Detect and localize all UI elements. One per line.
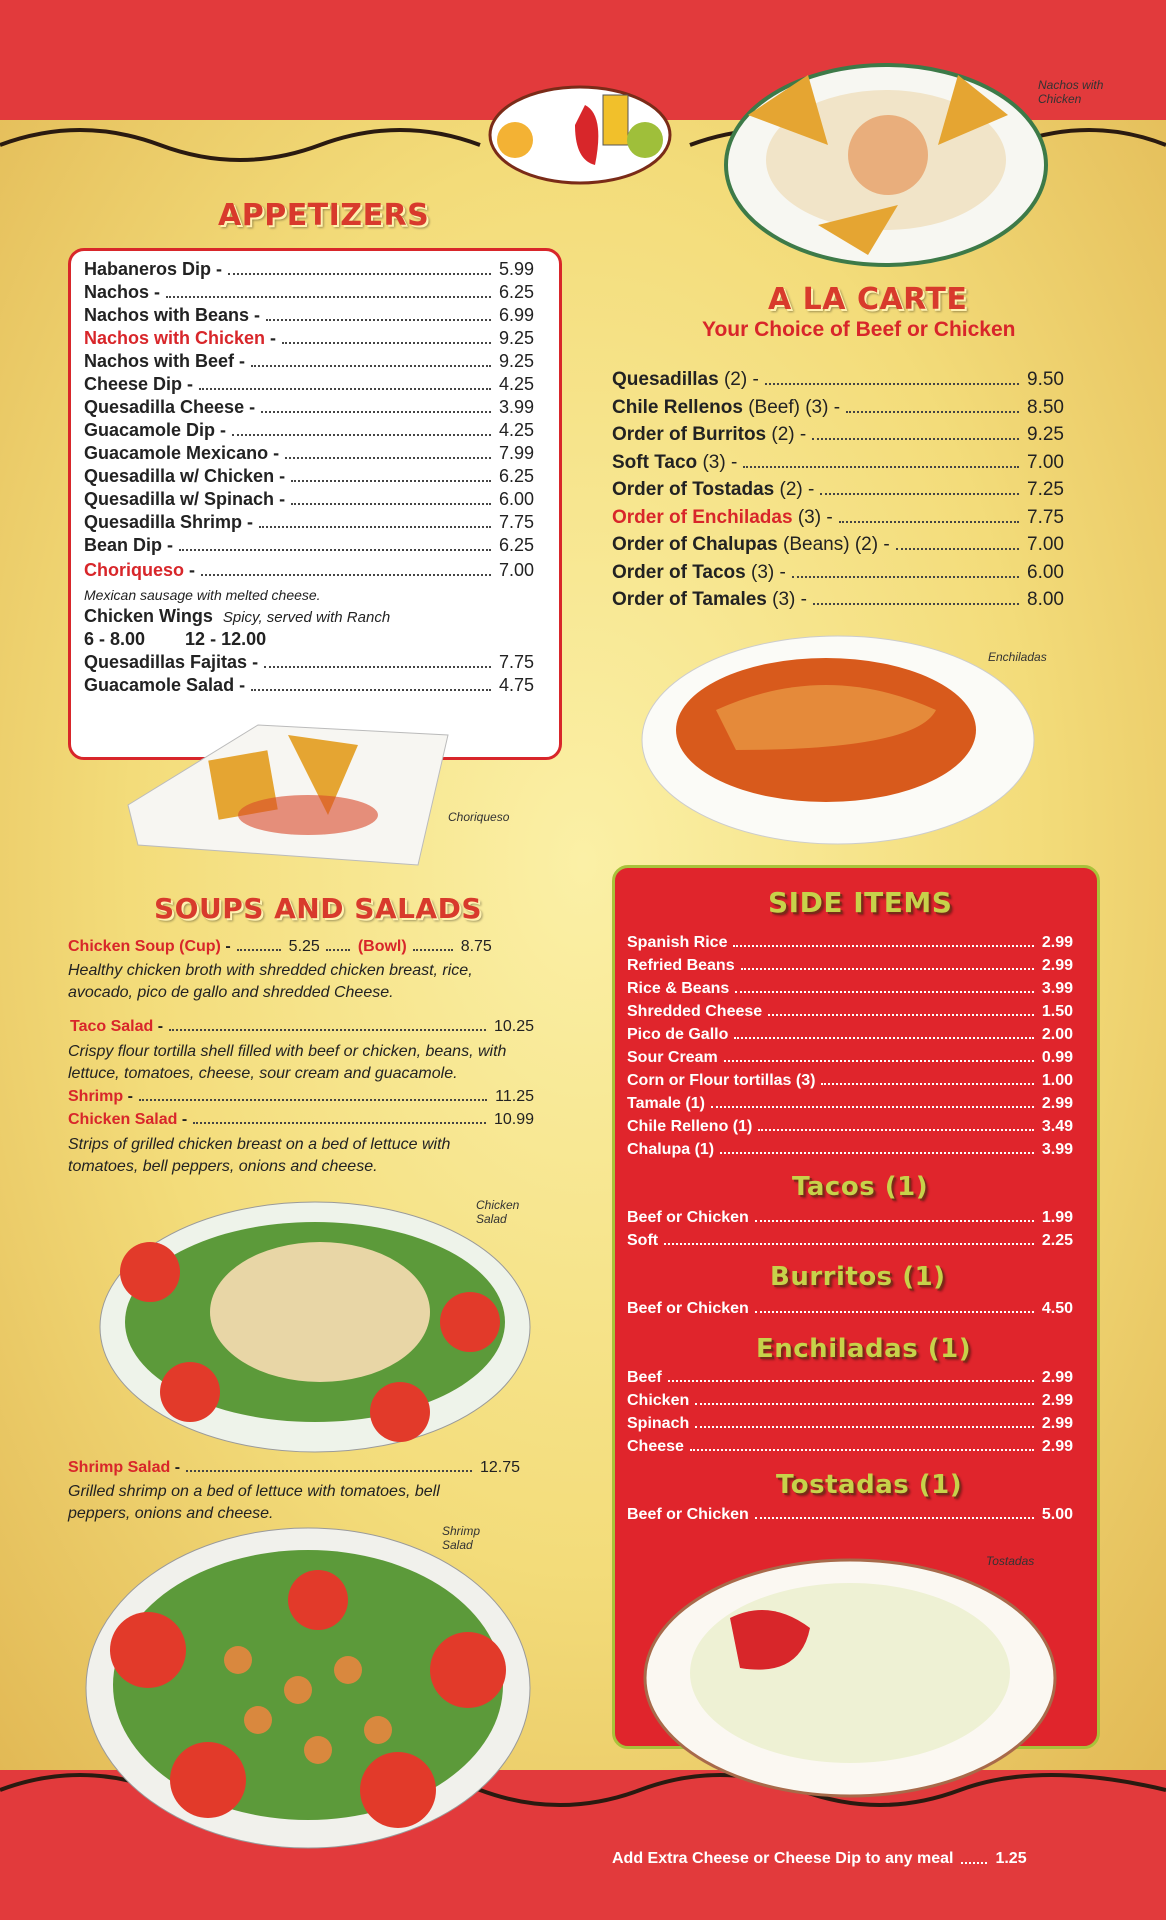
menu-item: Quesadillas (2) - 9.50 [612, 369, 1064, 390]
menu-item: Guacamole Dip - 4.25 [84, 420, 534, 440]
menu-item: Habaneros Dip - 5.99 [84, 259, 534, 279]
nachos-photo [718, 55, 1054, 270]
appetizers-heading: APPETIZERS [218, 198, 430, 233]
menu-item: Quesadillas Fajitas - 7.75 [84, 652, 534, 672]
menu-item: Choriqueso - 7.00 [84, 560, 534, 580]
menu-item: Sour Cream 0.99 [627, 1049, 1073, 1066]
caption-chicken-salad: Chicken Salad [476, 1198, 520, 1226]
menu-item: Spanish Rice 2.99 [627, 934, 1073, 951]
burritos-heading: Burritos (1) [770, 1262, 946, 1292]
menu-item: Bean Dip - 6.25 [84, 535, 534, 555]
menu-item: Chile Relleno (1) 3.49 [627, 1118, 1073, 1135]
soups-heading: SOUPS AND SALADS [154, 892, 482, 925]
tostadas-photo [640, 1548, 1060, 1798]
menu-item: Order of Tacos (3) - 6.00 [612, 562, 1064, 583]
menu-item: Chicken Salad - 10.99 [68, 1111, 534, 1128]
menu-item: Quesadilla w/ Spinach - 6.00 [84, 489, 534, 509]
choriqueso-photo [118, 705, 458, 875]
chicken-soup-desc: Healthy chicken broth with shredded chicken breast, rice, avocado, pico de gallo and shredded Cheese. [68, 962, 473, 1001]
menu-item: Guacamole Salad - 4.75 [84, 675, 534, 695]
menu-item: Shredded Cheese 1.50 [627, 1003, 1073, 1020]
menu-item: Shrimp - 11.25 [68, 1088, 534, 1105]
shrimp-salad-photo [78, 1520, 538, 1855]
caption-shrimp-salad: Shrimp Salad [442, 1524, 481, 1552]
wings-prices: 6 - 8.00 12 - 12.00 [84, 629, 267, 649]
menu-item: Pico de Gallo 2.00 [627, 1026, 1073, 1043]
alacarte-heading: A LA CARTE [768, 282, 968, 317]
chicken-soup-item: Chicken Soup (Cup) - 5.25 (Bowl) 8.75 [68, 938, 492, 955]
menu-item: Spinach 2.99 [627, 1415, 1073, 1432]
menu-item: Soft 2.25 [627, 1232, 1073, 1249]
menu-item: Beef or Chicken 5.00 [627, 1506, 1073, 1523]
menu-item: Order of Burritos (2) - 9.25 [612, 424, 1064, 445]
caption-choriqueso: Choriqueso [448, 810, 510, 824]
menu-item: Chile Rellenos (Beef) (3) - 8.50 [612, 397, 1064, 418]
menu-item: Cheese 2.99 [627, 1438, 1073, 1455]
menu-item: Cheese Dip - 4.25 [84, 374, 534, 394]
menu-item: Nachos with Beans - 6.99 [84, 305, 534, 325]
menu-item: Nachos with Beef - 9.25 [84, 351, 534, 371]
menu-item: Quesadilla Cheese - 3.99 [84, 397, 534, 417]
taco-salad-desc: Crispy flour tortilla shell filled with beef or chicken, beans, with lettuce, tomatoes, cheese, sour cream and guacamole. [68, 1043, 507, 1082]
menu-item: Order of Enchiladas (3) - 7.75 [612, 507, 1064, 528]
menu-item: Shrimp Salad - 12.75 [68, 1459, 520, 1476]
menu-item: Order of Chalupas (Beans) (2) - 7.00 [612, 534, 1064, 555]
menu-item: Chicken 2.99 [627, 1392, 1073, 1409]
caption-tostadas: Tostadas [986, 1554, 1035, 1568]
footer-note: Add Extra Cheese or Cheese Dip to any meal 1.25 [612, 1850, 1027, 1867]
menu-item: Beef or Chicken 1.99 [627, 1209, 1073, 1226]
caption-nachos-chicken: Nachos with Chicken [1038, 78, 1104, 106]
enchiladas-heading: Enchiladas (1) [756, 1334, 972, 1364]
menu-item: Rice & Beans 3.99 [627, 980, 1073, 997]
menu-item: Taco Salad - 10.25 [70, 1018, 534, 1035]
menu-item: Soft Taco (3) - 7.00 [612, 452, 1064, 473]
alacarte-subheading: Your Choice of Beef or Chicken [702, 318, 1016, 341]
menu-item: Guacamole Mexicano - 7.99 [84, 443, 534, 463]
choriqueso-desc: Mexican sausage with melted cheese. [84, 587, 321, 603]
menu-item: Beef 2.99 [627, 1369, 1073, 1386]
menu-item: Quesadilla w/ Chicken - 6.25 [84, 466, 534, 486]
mascot-logo [470, 80, 690, 190]
menu-item: Quesadilla Shrimp - 7.75 [84, 512, 534, 532]
menu-item: Order of Tostadas (2) - 7.25 [612, 479, 1064, 500]
wings-item: Chicken Wings Spicy, served with Ranch [84, 606, 391, 626]
tacos-heading: Tacos (1) [792, 1172, 929, 1202]
menu-item: Corn or Flour tortillas (3) 1.00 [627, 1072, 1073, 1089]
chicken-salad-desc: Strips of grilled chicken breast on a bed of lettuce with tomatoes, bell peppers, onions and cheese. [68, 1136, 451, 1175]
chicken-salad-photo [90, 1192, 540, 1462]
menu-item: Chalupa (1) 3.99 [627, 1141, 1073, 1158]
enchiladas-photo [636, 630, 1040, 850]
side-items-heading: SIDE ITEMS [768, 886, 953, 919]
menu-item: Nachos - 6.25 [84, 282, 534, 302]
menu-item: Beef or Chicken 4.50 [627, 1300, 1073, 1317]
menu-item: Refried Beans 2.99 [627, 957, 1073, 974]
menu-item: Nachos with Chicken - 9.25 [84, 328, 534, 348]
caption-enchiladas: Enchiladas [988, 650, 1047, 664]
menu-item: Tamale (1) 2.99 [627, 1095, 1073, 1112]
shrimp-salad-desc: Grilled shrimp on a bed of lettuce with tomatoes, bell peppers, onions and cheese. [68, 1483, 440, 1522]
menu-item: Order of Tamales (3) - 8.00 [612, 589, 1064, 610]
tostadas-heading: Tostadas (1) [776, 1470, 963, 1500]
